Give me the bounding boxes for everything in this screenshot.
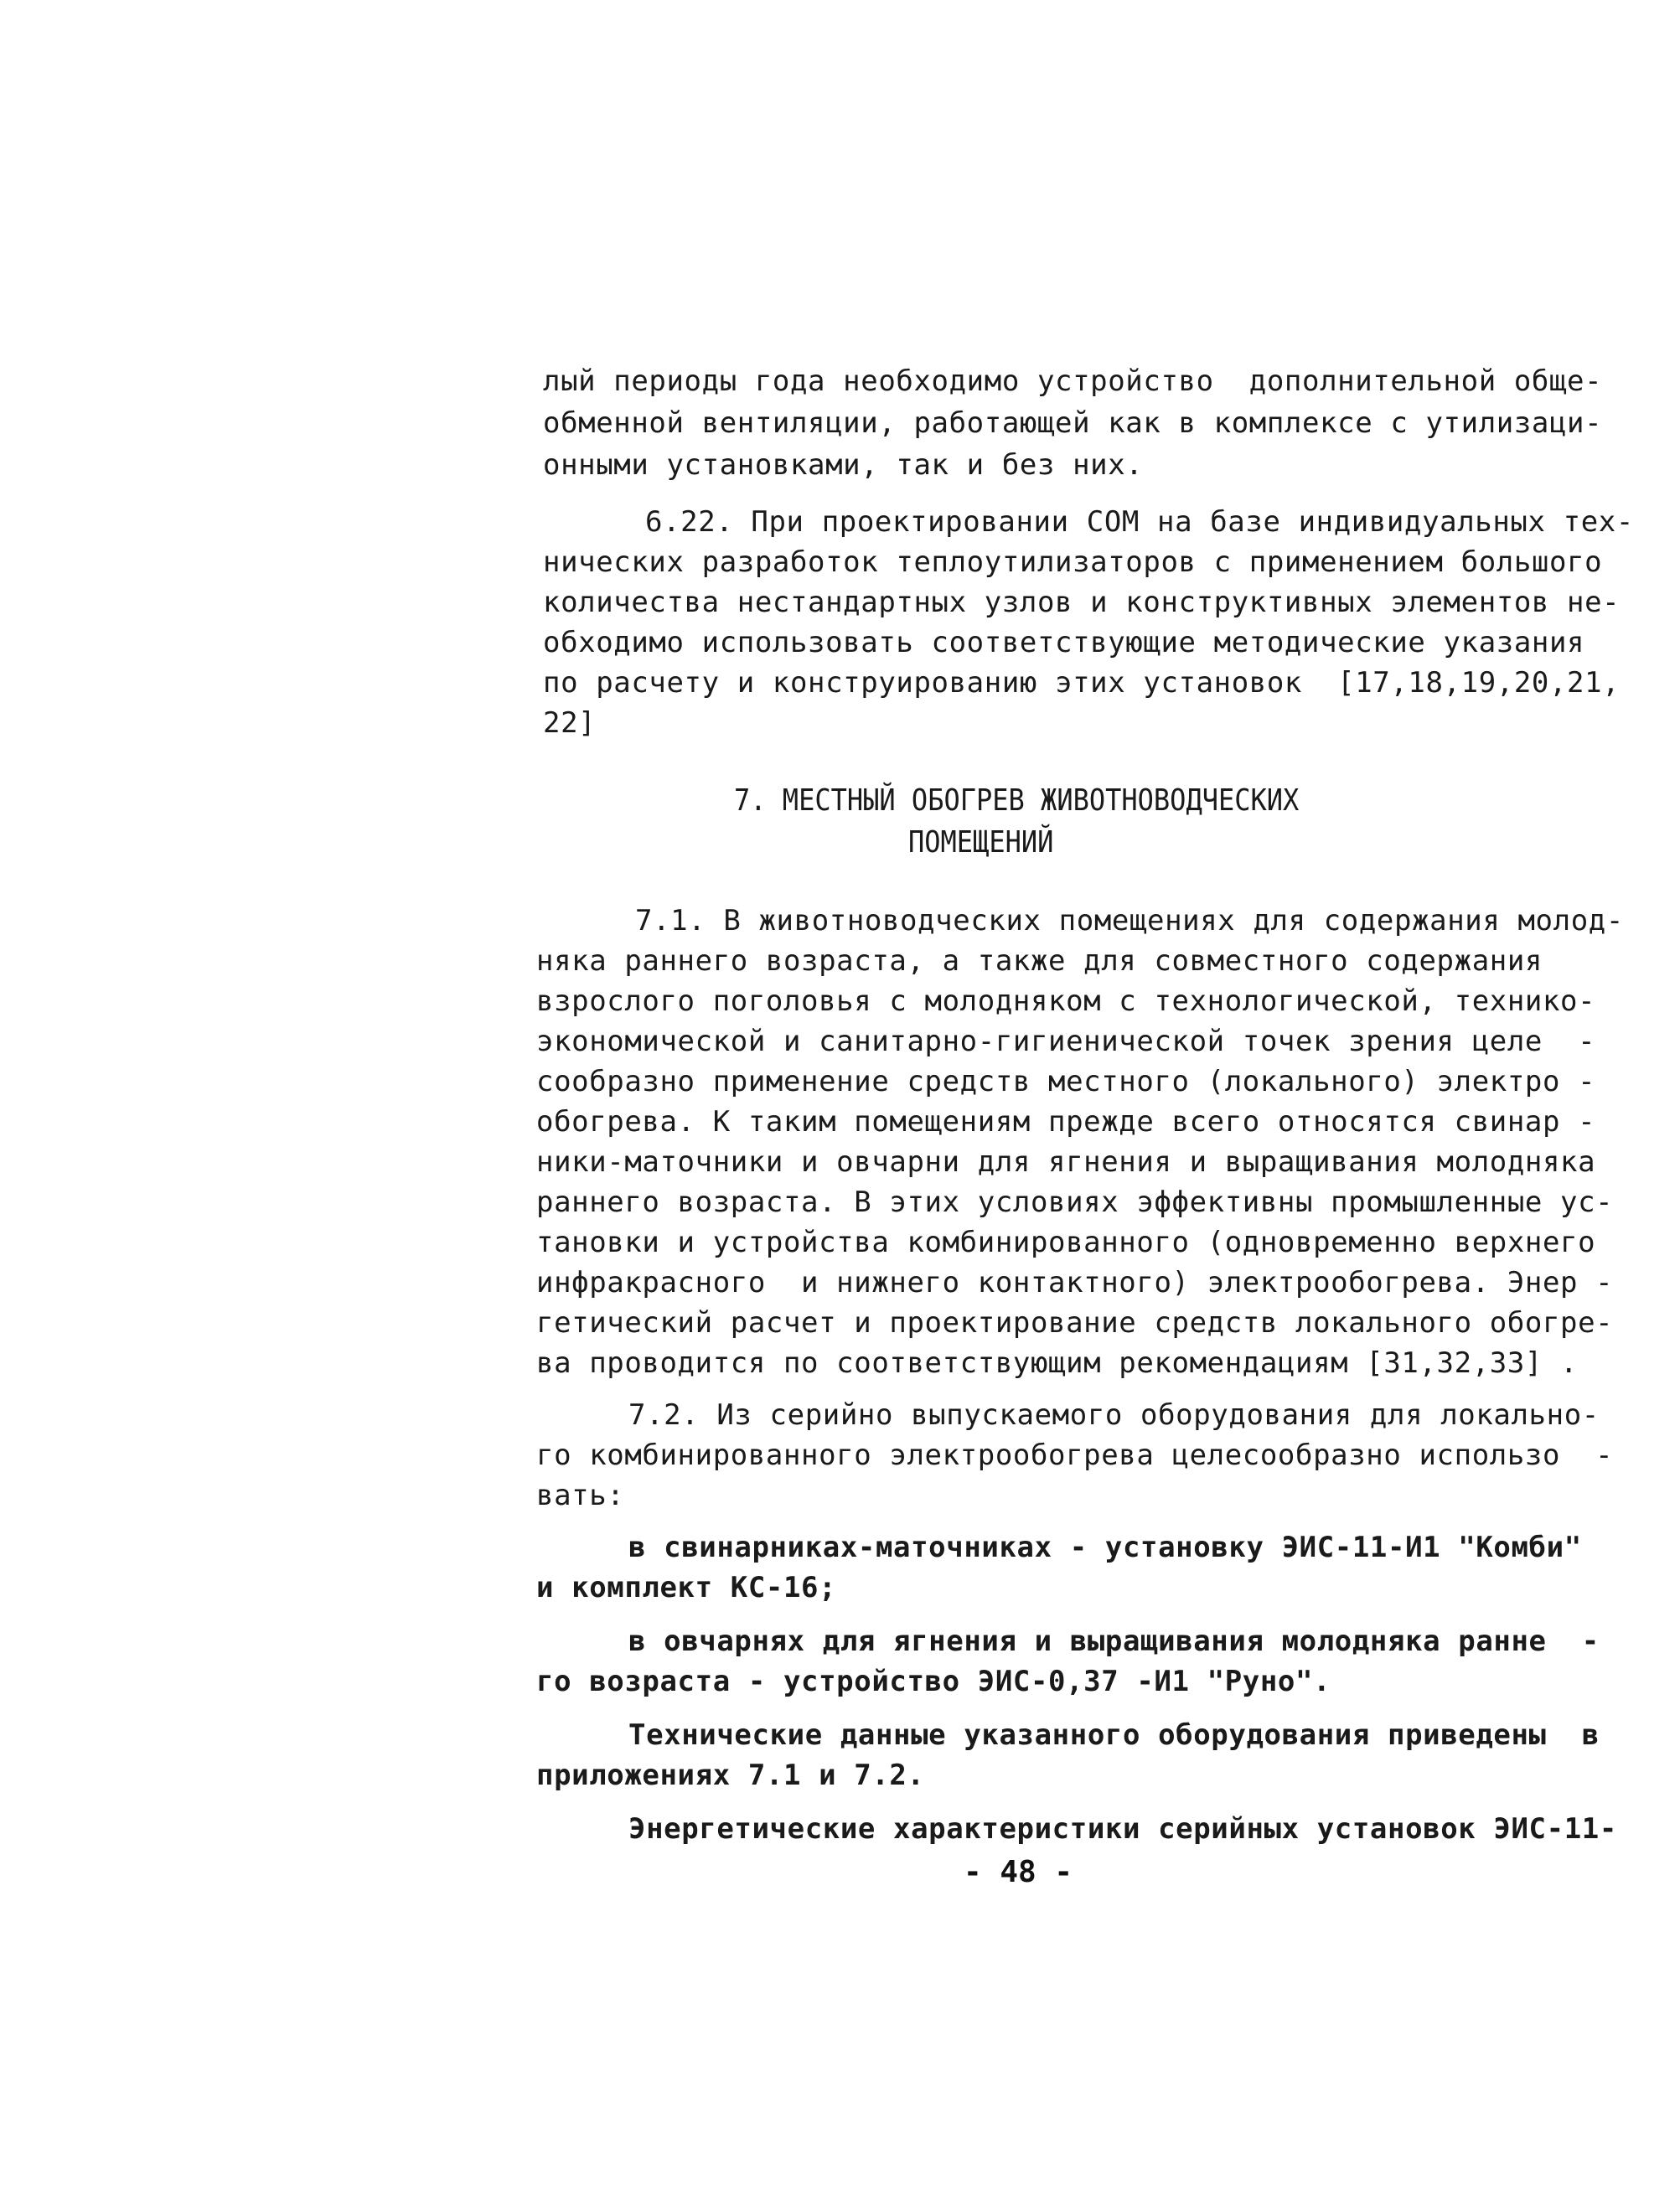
text-line: ва проводится по соответствующим рекомендациям [31,32,33] . [536, 1346, 1579, 1380]
text-line: и комплект КС-16; [536, 1571, 837, 1604]
text-line: 7.2. Из серийно выпускаемого оборудования для локально- [628, 1398, 1600, 1432]
text-line: инфракрасного и нижнего контактного) электрообогрева. Энер - [536, 1266, 1614, 1299]
text-line: по расчету и конструированию этих установок [17,18,19,20,21, [543, 666, 1621, 700]
text-line: в овчарнях для ягнения и выращивания молодняка ранне - [628, 1625, 1600, 1658]
text-line: раннего возраста. В этих условиях эффективны промышленные ус- [536, 1186, 1614, 1219]
text-line: в свинарниках-маточниках - установку ЭИС-11-И1 "Комби" [628, 1531, 1582, 1564]
text-line: ники-маточники и овчарни для ягнения и выращивания молодняка [536, 1145, 1596, 1179]
text-line: гетический расчет и проектирование средств локального обогре- [536, 1306, 1614, 1340]
text-line: количества нестандартных узлов и конструктивных элементов не- [543, 586, 1621, 619]
text-line: онными установками, так и без них. [543, 448, 1144, 482]
text-line: нических разработок теплоутилизаторов с применением большого [543, 545, 1603, 579]
text-line: вать: [536, 1479, 625, 1512]
page-number: - 48 - [964, 1855, 1073, 1889]
text-line: обходимо использовать соответствующие методические указания [543, 626, 1585, 659]
text-line: Энергетические характеристики серийных установок ЭИС-11- [628, 1812, 1617, 1846]
text-line: экономической и санитарно-гигиенической точек зрения целе - [536, 1025, 1596, 1058]
section-heading: ПОМЕЩЕНИЙ [908, 824, 1054, 860]
text-line: взрослого поголовья с молодняком с технологической, технико- [536, 984, 1596, 1018]
text-line: приложениях 7.1 и 7.2. [536, 1759, 925, 1792]
text-line: обменной вентиляции, работающей как в комплексе с утилизаци- [543, 406, 1603, 440]
text-line: го возраста - устройство ЭИС-0,37 -И1 "Руно". [536, 1665, 1331, 1698]
text-line: сообразно применение средств местного (локального) электро - [536, 1065, 1596, 1098]
text-line: лый периоды года необходимо устройство дополнительной обще- [543, 364, 1603, 398]
text-line: Технические данные указанного оборудования приведены в [628, 1718, 1600, 1752]
section-heading: 7. МЕСТНЫЙ ОБОГРЕВ ЖИВОТНОВОДЧЕСКИХ [734, 782, 1300, 818]
text-line: 7.1. В животноводческих помещениях для содержания молод- [635, 904, 1624, 938]
text-line: 22] [543, 706, 597, 740]
text-line: 6.22. При проектировании СОМ на базе индивидуальных тех- [645, 505, 1634, 539]
text-line: обогрева. К таким помещениям прежде всего относятся свинар - [536, 1105, 1596, 1139]
text-line: го комбинированного электрообогрева целесообразно использо - [536, 1439, 1614, 1472]
text-line: тановки и устройства комбинированного (одновременно верхнего [536, 1226, 1596, 1259]
text-line: няка раннего возраста, а также для совместного содержания [536, 944, 1543, 978]
